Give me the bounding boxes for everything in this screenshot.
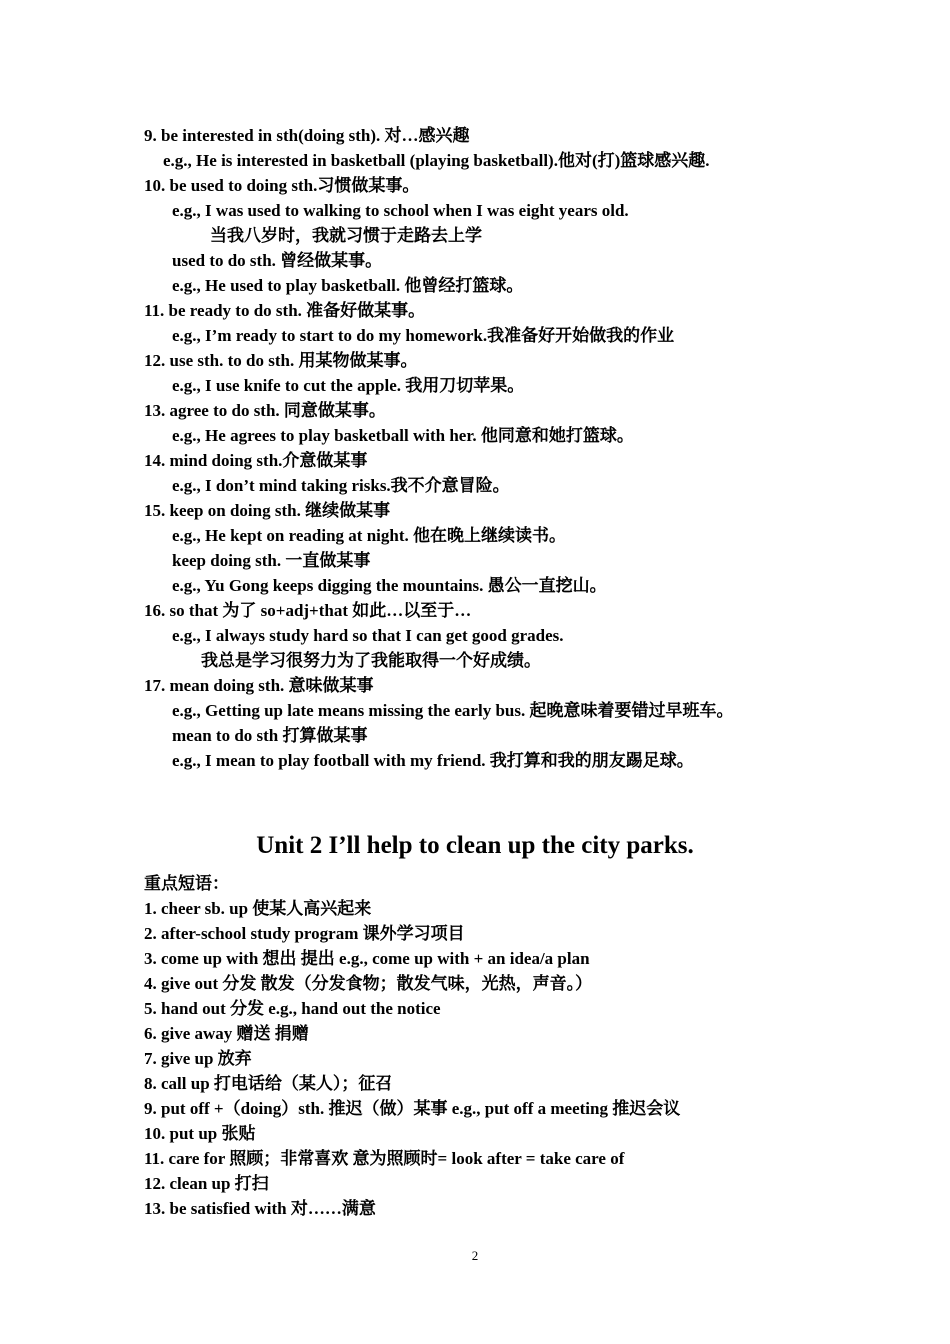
- phrase-list-item: 3. come up with 想出 提出 e.g., come up with + an idea/a plan: [144, 949, 590, 968]
- phrase-item-12: 12. use sth. to do sth. 用某物做某事。: [144, 351, 418, 370]
- phrase-list-item: 2. after-school study program 课外学习项目: [144, 924, 465, 943]
- example-sentence: e.g., He kept on reading at night. 他在晚上继续读书。: [172, 526, 567, 545]
- phrase-item-17: 17. mean doing sth. 意味做某事: [144, 676, 374, 695]
- phrase-list-item: 12. clean up 打扫: [144, 1174, 269, 1193]
- sub-phrase: used to do sth. 曾经做某事。: [172, 251, 383, 270]
- example-sentence: e.g., I always study hard so that I can get good grades.: [172, 626, 564, 645]
- example-translation: 当我八岁时，我就习惯于走路去上学: [210, 226, 482, 245]
- phrase-list-item: 6. give away 赠送 捐赠: [144, 1024, 309, 1043]
- example-sentence: e.g., Yu Gong keeps digging the mountains. 愚公一直挖山。: [172, 576, 607, 595]
- example-sentence: e.g., I was used to walking to school when I was eight years old.: [172, 201, 629, 220]
- phrase-list-item: 7. give up 放弃: [144, 1049, 252, 1068]
- sub-phrase: mean to do sth 打算做某事: [172, 726, 368, 745]
- phrase-item-11: 11. be ready to do sth. 准备好做某事。: [144, 301, 426, 320]
- example-sentence: e.g., I don’t mind taking risks.我不介意冒险。: [172, 476, 510, 495]
- example-sentence: e.g., He agrees to play basketball with her. 他同意和她打篮球。: [172, 426, 634, 445]
- phrase-item-15: 15. keep on doing sth. 继续做某事: [144, 501, 391, 520]
- example-translation: 我总是学习很努力为了我能取得一个好成绩。: [201, 651, 541, 670]
- unit-title: Unit 2 I’ll help to clean up the city parks.: [256, 832, 694, 859]
- example-sentence: e.g., I mean to play football with my friend. 我打算和我的朋友踢足球。: [172, 751, 694, 770]
- phrase-list-item: 5. hand out 分发 e.g., hand out the notice: [144, 999, 441, 1018]
- phrase-list-item: 1. cheer sb. up 使某人高兴起来: [144, 899, 372, 918]
- sub-phrase: keep doing sth. 一直做某事: [172, 551, 371, 570]
- phrase-item-14: 14. mind doing sth.介意做某事: [144, 451, 368, 470]
- example-sentence: e.g., I use knife to cut the apple. 我用刀切苹果。: [172, 376, 525, 395]
- phrase-list-item: 9. put off +（doing）sth. 推迟（做）某事 e.g., put off a meeting 推迟会议: [144, 1099, 681, 1118]
- example-sentence: e.g., He used to play basketball. 他曾经打篮球。: [172, 276, 524, 295]
- phrase-item-13: 13. agree to do sth. 同意做某事。: [144, 401, 386, 420]
- phrase-list-item: 13. be satisfied with 对……满意: [144, 1199, 376, 1218]
- phrase-item-10: 10. be used to doing sth.习惯做某事。: [144, 176, 420, 195]
- phrase-list-item: 4. give out 分发 散发（分发食物；散发气味，光热，声音。）: [144, 974, 593, 993]
- phrase-list-item: 10. put up 张贴: [144, 1124, 256, 1143]
- phrase-item-9: 9. be interested in sth(doing sth). 对…感兴趣: [144, 126, 470, 145]
- phrase-list-item: 8. call up 打电话给（某人）；征召: [144, 1074, 393, 1093]
- example-sentence: e.g., I’m ready to start to do my homework.我准备好开始做我的作业: [172, 326, 675, 345]
- section-heading: 重点短语：: [144, 874, 229, 893]
- phrase-list-item: 11. care for 照顾；非常喜欢 意为照顾时= look after = take care of: [144, 1149, 625, 1168]
- example-sentence: e.g., He is interested in basketball (playing basketball).他对(打)篮球感兴趣.: [163, 151, 710, 170]
- page-number: 2: [471, 1248, 479, 1263]
- phrase-item-16: 16. so that 为了 so+adj+that 如此…以至于…: [144, 601, 472, 620]
- example-sentence: e.g., Getting up late means missing the early bus. 起晚意味着要错过早班车。: [172, 701, 734, 720]
